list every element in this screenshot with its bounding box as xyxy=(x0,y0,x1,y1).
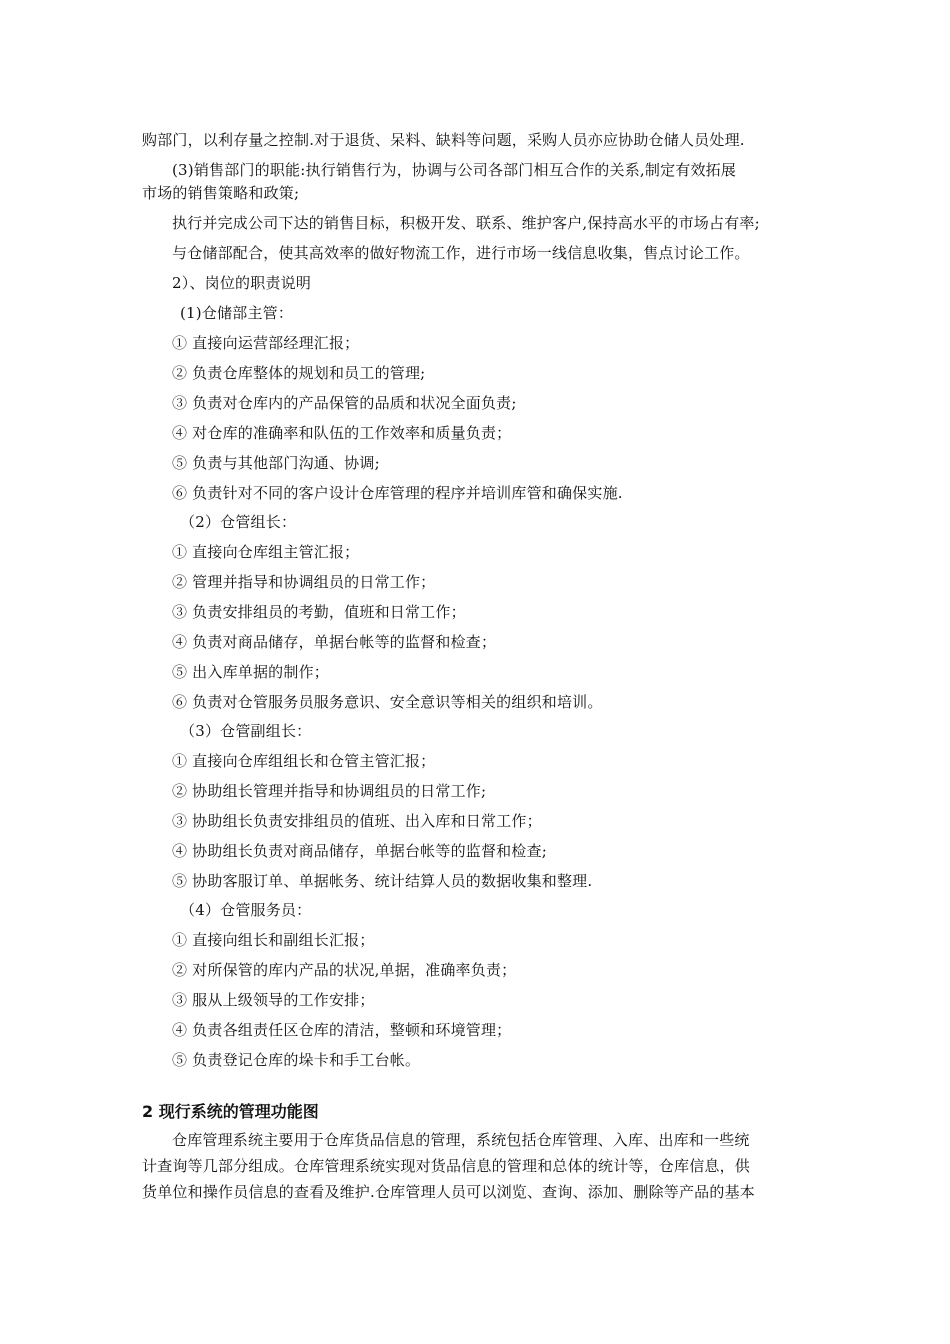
duty-item: ① 直接向仓库组组长和仓管主管汇报； xyxy=(172,752,436,770)
duty-item: ③ 协助组长负责安排组员的值班、出入库和日常工作； xyxy=(172,812,542,830)
role-title: （2）仓管组长： xyxy=(180,513,297,531)
duty-item: ⑤ 出入库单据的制作； xyxy=(172,663,329,681)
paragraph-line: 仓库管理系统主要用于仓库货品信息的管理，系统包括仓库管理、入库、出库和一些统 xyxy=(172,1131,750,1149)
duty-item: ② 管理并指导和协调组员的日常工作； xyxy=(172,573,436,591)
duty-item: ④ 负责各组责任区仓库的清洁，整顿和环境管理； xyxy=(172,1021,512,1039)
duty-item: ③ 负责对仓库内的产品保管的品质和状况全面负责; xyxy=(172,394,517,412)
duty-item: ⑤ 协助客服订单、单据帐务、统计结算人员的数据收集和整理. xyxy=(172,872,593,890)
duty-item: ① 直接向运营部经理汇报； xyxy=(172,334,360,352)
paragraph-line: (3)销售部门的职能:执行销售行为，协调与公司各部门相互合作的关系,制定有效拓展 xyxy=(172,161,737,179)
role-title: （3）仓管副组长： xyxy=(180,722,312,740)
role-title: (1)仓储部主管： xyxy=(180,304,294,322)
duty-item: ① 直接向组长和副组长汇报； xyxy=(172,931,375,949)
duty-item: ⑥ 负责针对不同的客户设计仓库管理的程序并培训库管和确保实施. xyxy=(172,484,623,502)
duty-item: ① 直接向仓库组主管汇报； xyxy=(172,543,360,561)
subsection-title: 2）、岗位的职责说明 xyxy=(172,274,312,292)
paragraph-line: 购部门，以利存量之控制.对于退货、呆料、缺料等问题，采购人员亦应协助仓储人员处理. xyxy=(142,131,745,149)
duty-item: ⑥ 负责对仓管服务员服务意识、安全意识等相关的组织和培训。 xyxy=(172,693,603,711)
duty-item: ③ 负责安排组员的考勤，值班和日常工作； xyxy=(172,603,466,621)
paragraph-line: 与仓储部配合，使其高效率的做好物流工作，进行市场一线信息收集，售点讨论工作。 xyxy=(172,244,750,262)
section-heading: 2 现行系统的管理功能图 xyxy=(142,1102,319,1121)
paragraph-line: 计查询等几部分组成。仓库管理系统实现对货品信息的管理和总体的统计等，仓库信息，供 xyxy=(142,1157,751,1175)
duty-item: ④ 协助组长负责对商品储存，单据台帐等的监督和检查; xyxy=(172,842,548,860)
duty-item: ⑤ 负责与其他部门沟通、协调; xyxy=(172,454,380,472)
duty-item: ② 负责仓库整体的规划和员工的管理; xyxy=(172,364,426,382)
duty-item: ④ 对仓库的准确率和队伍的工作效率和质量负责； xyxy=(172,424,512,442)
role-title: （4）仓管服务员： xyxy=(180,901,312,919)
paragraph-line: 执行并完成公司下达的销售目标，积极开发、联系、维护客户,保持高水平的市场占有率; xyxy=(172,214,760,232)
paragraph-line: 市场的销售策略和政策; xyxy=(142,184,300,202)
duty-item: ⑤ 负责登记仓库的垛卡和手工台帐。 xyxy=(172,1051,421,1069)
duty-item: ② 协助组长管理并指导和协调组员的日常工作; xyxy=(172,782,487,800)
duty-item: ④ 负责对商品储存，单据台帐等的监督和检查； xyxy=(172,633,497,651)
paragraph-line: 货单位和操作员信息的查看及维护.仓库管理人员可以浏览、查询、添加、删除等产品的基本 xyxy=(142,1183,755,1201)
duty-item: ③ 服从上级领导的工作安排； xyxy=(172,991,375,1009)
duty-item: ② 对所保管的库内产品的状况,单据，准确率负责； xyxy=(172,961,517,979)
